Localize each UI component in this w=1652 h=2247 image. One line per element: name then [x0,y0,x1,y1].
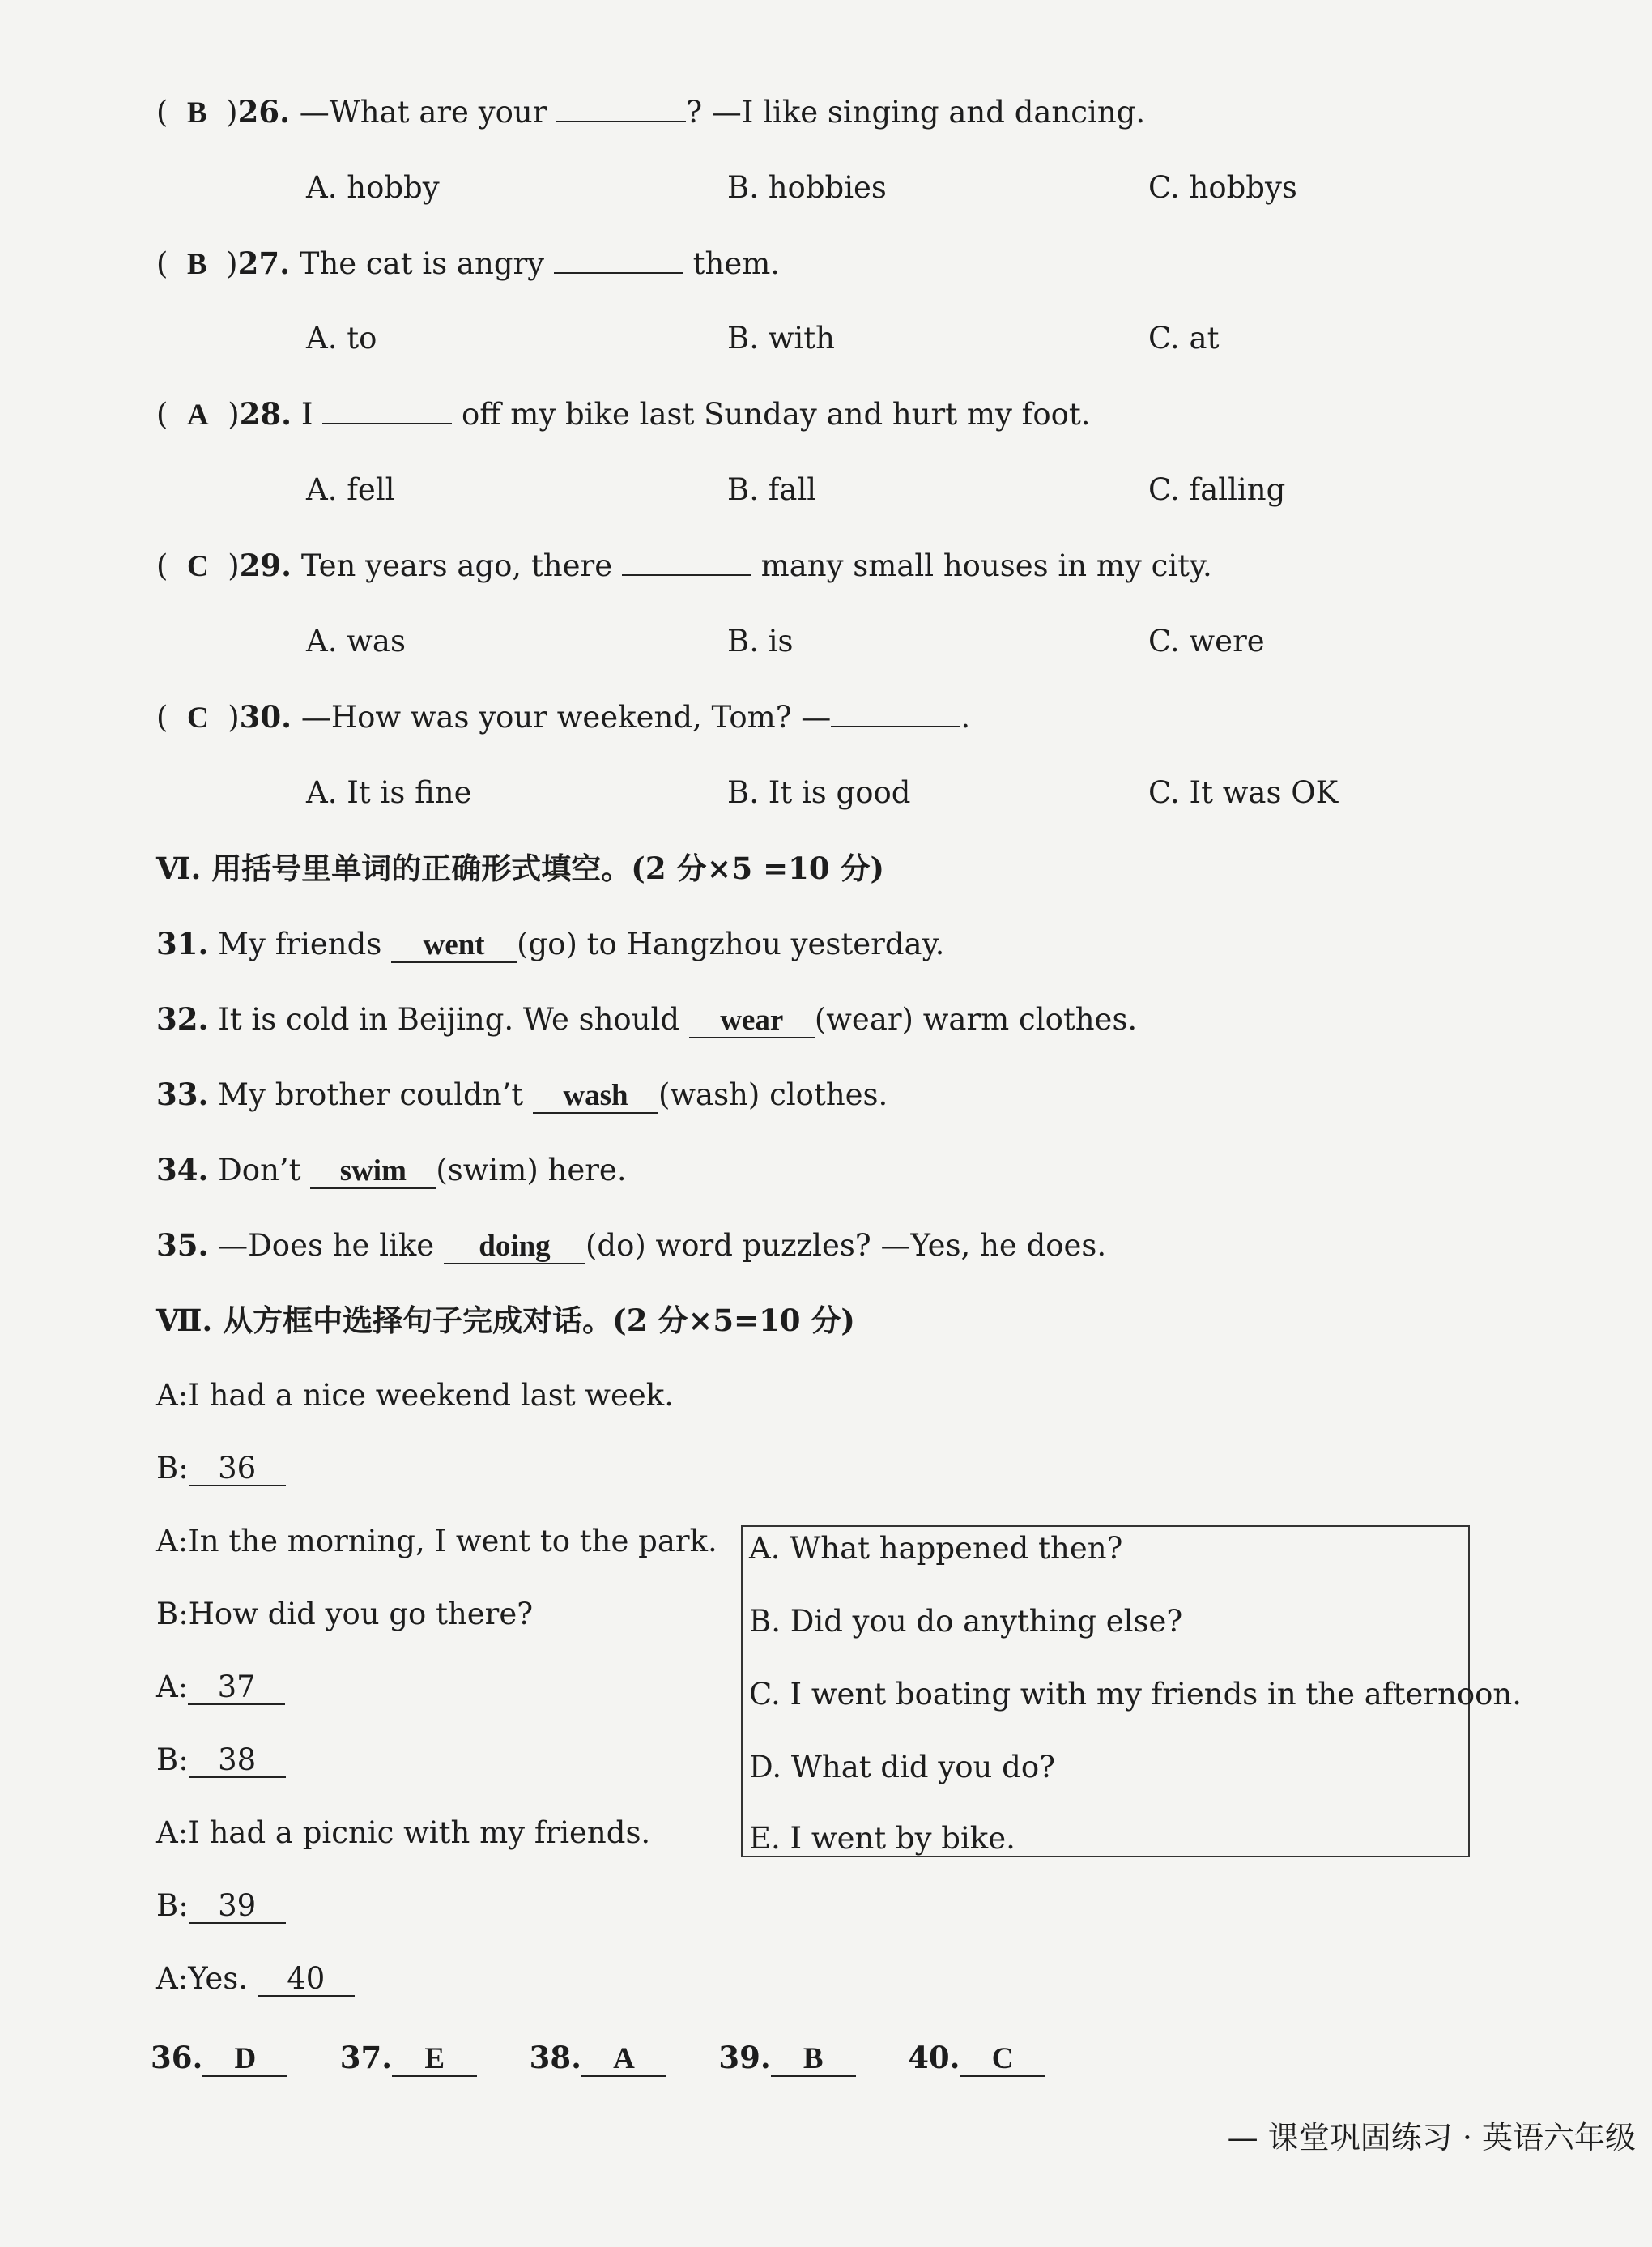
dialog-blank [189,1890,286,1924]
question-text: I [300,397,313,432]
option-a: A. to [306,321,377,356]
dialog-line [156,1594,533,1635]
question-text: many small houses in my city. [760,548,1212,583]
question-text: The cat is angry [299,246,545,281]
dialog-line [156,1886,286,1926]
dialog-blank [188,1671,285,1705]
question-text: Don’t [218,1153,301,1187]
options-box [741,1525,1522,1857]
answer-blank [310,1154,436,1189]
fill-question-33 [156,1074,888,1115]
answer-number: 39. [718,2040,771,2075]
fill-question-31 [156,923,944,965]
question-text: (do) word puzzles? —Yes, he does. [585,1228,1107,1263]
question-text: (wash) clothes. [658,1077,888,1112]
question-text: ? —I like singing and dancing. [686,95,1146,130]
dialog-blank [189,1744,286,1778]
answer-blank [554,243,683,274]
question-number: 30. [239,699,292,735]
option-a: A. It is fine [306,775,472,810]
answer-word: doing [479,1230,551,1263]
answer-letter: C [186,701,209,735]
speaker: B: [156,1742,189,1777]
question-number: 32. [156,1001,209,1037]
dialog-line [156,1521,717,1562]
question-text: Ten years ago, there [300,548,613,583]
question-text: them. [692,246,781,281]
blank-number: 39 [218,1888,257,1923]
speaker: B: [156,1451,189,1486]
answer-letter: B [186,248,207,281]
blank-number: 37 [217,1669,256,1704]
answer-letter: A [186,399,209,432]
speaker: A: [156,1961,189,1996]
option-b: B. fall [727,472,817,507]
box-option: E. I went by bike. [749,1821,1015,1856]
question-number: 28. [239,396,292,432]
answer-number: 38. [529,2040,581,2075]
answer-blank [689,1004,815,1038]
question-number: 27. [237,245,290,281]
answer-letter: E [424,2042,445,2075]
answer-word: swim [339,1154,407,1187]
answer-word: wear [720,1004,784,1037]
option-a: A. was [306,624,406,659]
dialog-line [156,1667,285,1708]
section-7-title: Ⅶ. 从方框中选择句子完成对话。(2 分×5=10 分) [156,1303,855,1338]
option-c: C. It was OK [1148,775,1339,810]
answer-blank [391,928,517,963]
answer-blank [771,2041,856,2077]
question-text: (swim) here. [436,1153,627,1187]
question-number: 29. [239,548,292,583]
answer-letter: C [991,2042,1014,2075]
question-26: ( B )26. —What are your ? —I like singing and dancing. [156,92,1145,134]
question-text: . [960,700,971,735]
question-number: 35. [156,1227,209,1263]
option-a: A. fell [306,472,395,507]
dialog-blank [189,1452,286,1486]
answer-word: wash [563,1079,628,1112]
option-a: A. hobby [306,170,440,205]
footer-text: 课堂巩固练习 · 英语六年级 [1267,2120,1636,2155]
answer-blank [202,2041,287,2077]
dialog-line [156,1959,355,1999]
answer-letter: A [613,2042,635,2075]
page-footer [1228,2113,1636,2157]
question-number: 31. [156,926,209,961]
speaker: B: [156,1597,189,1631]
section-6-title: Ⅵ. 用括号里单词的正确形式填空。(2 分×5 =10 分) [156,851,884,886]
answer-blank [444,1230,585,1264]
question-number: 33. [156,1077,209,1112]
blank-number: 38 [218,1742,257,1777]
dialog-line [156,1448,286,1489]
dialog-line [156,1813,650,1853]
fill-question-35 [156,1225,1106,1266]
dialog-text: I had a picnic with my friends. [188,1815,651,1850]
speaker: A: [156,1815,189,1850]
blank-number: 40 [287,1961,326,1996]
answer-number: 36. [151,2040,203,2075]
question-27: ( B )27. The cat is angry them. [156,243,780,285]
option-b: B. is [727,624,794,659]
answer-letter: C [186,550,209,583]
question-30: ( C )30. —How was your weekend, Tom? — . [156,697,970,739]
dialog-text: In the morning, I went to the park. [188,1524,717,1558]
option-c: C. hobbys [1148,170,1297,205]
question-number: 34. [156,1152,209,1187]
question-text: —How was your weekend, Tom? — [300,700,832,735]
question-text: (wear) warm clothes. [814,1002,1138,1037]
fill-question-32 [156,999,1137,1040]
dialog-line [156,1375,674,1416]
option-c: C. at [1148,321,1220,356]
question-29: ( C )29. Ten years ago, there many small houses in my city. [156,545,1212,587]
answer-blank [581,2041,666,2077]
question-text: (go) to Hangzhou yesterday. [517,927,945,961]
speaker: A: [156,1524,189,1558]
answer-letter: B [186,96,207,130]
speaker: A: [156,1669,189,1704]
answer-blank [831,697,960,727]
dialog-text: I had a nice weekend last week. [188,1378,674,1413]
dialog-text: How did you go there? [188,1597,534,1631]
dialog-blank [258,1963,355,1997]
box-option: A. What happened then? [749,1531,1123,1566]
answer-row [151,2037,1045,2078]
answer-blank [622,545,751,576]
answer-blank [556,92,686,122]
answer-word: went [423,928,485,961]
answer-blank [322,394,452,424]
option-c: C. were [1148,624,1265,659]
dialog-line [156,1740,286,1780]
question-28: ( A )28. I off my bike last Sunday and hurt my foot. [156,394,1091,436]
speaker: A: [156,1378,189,1413]
option-c: C. falling [1148,472,1286,507]
footer-dash: — [1227,2120,1258,2155]
option-b: B. It is good [727,775,911,810]
question-text: My brother couldn’t [218,1077,524,1112]
box-option: D. What did you do? [749,1750,1055,1784]
option-b: B. with [727,321,835,356]
answer-letter: B [803,2042,824,2075]
answer-number: 40. [908,2040,960,2075]
answer-blank [960,2041,1045,2077]
question-number: 26. [237,94,290,130]
question-text: —Does he like [218,1228,435,1263]
answer-number: 37. [339,2040,393,2075]
question-text: —What are your [299,95,547,130]
question-text: My friends [218,927,382,961]
fill-question-34 [156,1149,627,1191]
answer-letter: D [234,2042,257,2075]
blank-number: 36 [218,1451,257,1486]
answer-blank [392,2041,477,2077]
option-b: B. hobbies [727,170,887,205]
question-text: off my bike last Sunday and hurt my foot. [461,397,1091,432]
answer-blank [533,1079,658,1114]
box-option: C. I went boating with my friends in the afternoon. [749,1677,1522,1712]
box-option: B. Did you do anything else? [749,1604,1183,1639]
question-text: It is cold in Beijing. We should [218,1002,680,1037]
speaker: B: [156,1888,189,1923]
dialog-text: Yes. [188,1961,249,1996]
